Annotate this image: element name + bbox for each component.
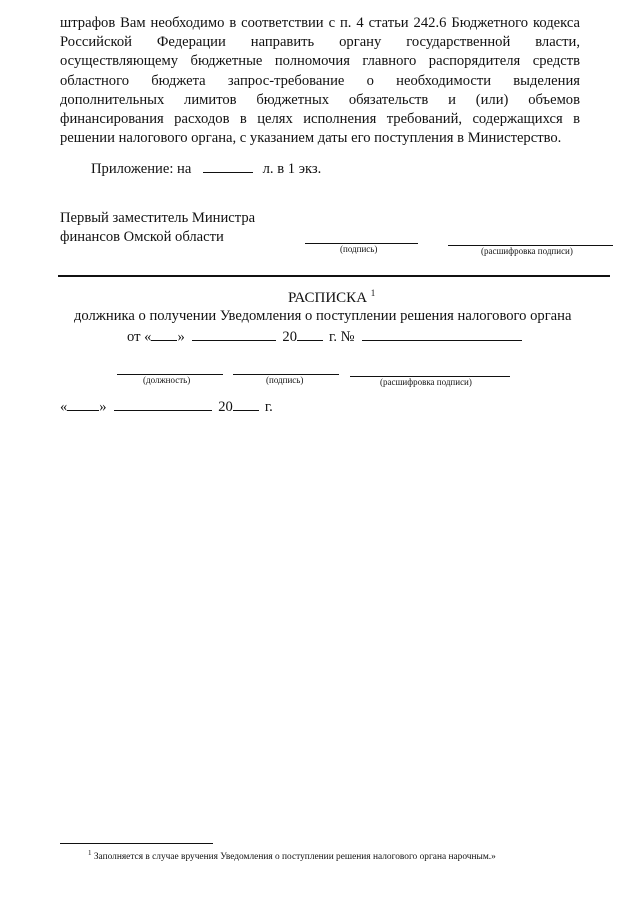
receipt-title-text: РАСПИСКА bbox=[288, 290, 368, 306]
footnote-separator bbox=[60, 843, 213, 844]
paragraph-line: осуществляющему бюджетные полномочия главного распорядителя средств bbox=[60, 53, 580, 70]
year-prefix: 20 bbox=[282, 329, 297, 345]
number-prefix: г. № bbox=[328, 329, 355, 345]
attachment-prefix: Приложение: на bbox=[91, 161, 192, 177]
attachment-count-blank bbox=[203, 158, 253, 173]
receipt-subtitle: должника о получении Уведомления о поступлении решения налогового органа bbox=[74, 308, 572, 324]
date-open: от « bbox=[127, 329, 152, 345]
month-blank bbox=[192, 326, 276, 341]
number-blank bbox=[362, 326, 522, 341]
date-line bbox=[60, 396, 273, 416]
day-blank bbox=[151, 326, 177, 341]
date-year-suffix: г. bbox=[264, 399, 273, 415]
signatory-title-line2: финансов Омской области bbox=[60, 229, 224, 245]
date-close: » bbox=[177, 329, 185, 345]
year-blank bbox=[297, 326, 323, 341]
paragraph-line: финансирования расходов в целях исполнения требований, содержащихся в bbox=[60, 110, 580, 127]
body-paragraph bbox=[60, 14, 580, 148]
receipt-signature-caption: (подпись) bbox=[266, 375, 304, 385]
position-caption: (должность) bbox=[143, 375, 191, 385]
date-year-blank bbox=[233, 396, 259, 411]
footnote bbox=[88, 849, 496, 862]
paragraph-line: Российской Федерации направить органу государственной власти, bbox=[60, 34, 580, 51]
receipt-date-number-line bbox=[127, 326, 522, 346]
paragraph-line: решении налогового органа, с указанием даты его поступления в Министерство. bbox=[60, 130, 562, 147]
date-close-quote: » bbox=[99, 399, 107, 415]
date-day-blank bbox=[67, 396, 99, 411]
date-open-quote: « bbox=[60, 399, 68, 415]
paragraph-line: дополнительных лимитов бюджетных обязательств и (или) объемов bbox=[60, 91, 580, 108]
receipt-title bbox=[288, 288, 375, 307]
footnote-mark: 1 bbox=[88, 849, 92, 857]
date-year-prefix: 20 bbox=[218, 399, 233, 415]
decode-caption: (расшифровка подписи) bbox=[481, 246, 573, 256]
attachment-line bbox=[91, 158, 321, 178]
receipt-decode-caption: (расшифровка подписи) bbox=[380, 377, 472, 387]
footnote-text: Заполняется в случае вручения Уведомления о поступлении решения налогового органа нарочным.» bbox=[93, 852, 496, 863]
signature-caption: (подпись) bbox=[340, 244, 378, 254]
paragraph-line: областного бюджета запрос-требование о необходимости выделения bbox=[60, 72, 580, 89]
signatory-title-line1: Первый заместитель Министра bbox=[60, 210, 256, 226]
section-divider bbox=[58, 275, 610, 277]
receipt-footnote-mark: 1 bbox=[370, 288, 376, 298]
attachment-suffix: л. в 1 экз. bbox=[262, 161, 322, 177]
date-month-blank bbox=[114, 396, 212, 411]
paragraph-line: штрафов Вам необходимо в соответствии с п. 4 статьи 242.6 Бюджетного кодекса bbox=[60, 15, 580, 31]
